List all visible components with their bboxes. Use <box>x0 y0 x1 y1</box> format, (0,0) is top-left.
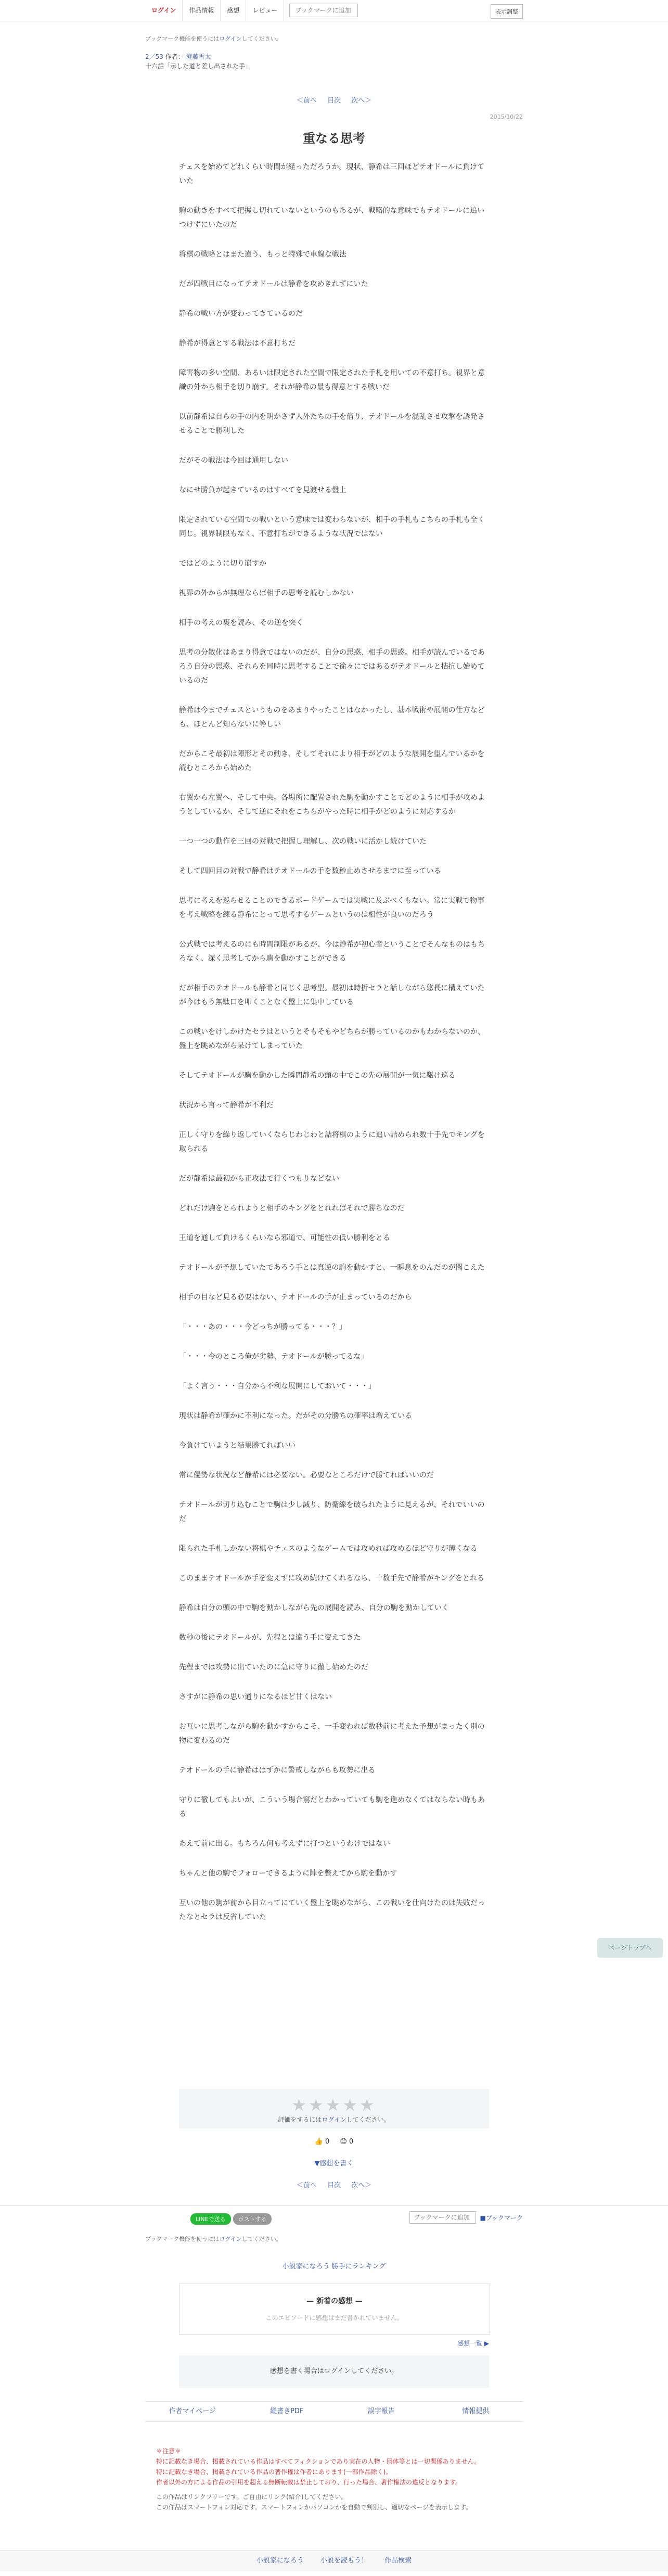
footer-links <box>145 2401 523 2422</box>
impressions-link[interactable]: 感想 <box>221 0 246 21</box>
prev-link[interactable]: ＜前へ <box>296 97 317 105</box>
line-share-button[interactable]: LINEで送る <box>190 2213 231 2225</box>
body-paragraph: 静希は自分の頭の中で駒を動かしながら先の展開を読み、自分の駒を動かしていく <box>179 1604 449 1612</box>
footer-nav-narou[interactable]: 小説家になろう <box>256 2557 304 2565</box>
body-paragraph: 限定されている空間での戦いという意味では変わらないが、相手の手札もこちらの手札も全く同じ。視界制限もなく、不意打ちができるような状況ではない <box>179 516 485 538</box>
vertical-pdf-link[interactable]: 縦書きPDF <box>270 2407 304 2415</box>
rating-pre: 評価をするには <box>278 2116 322 2123</box>
footer-nav <box>0 2550 668 2571</box>
body-paragraph: ではどのように切り崩すか <box>179 559 266 568</box>
typo-report-link[interactable]: 誤字報告 <box>367 2407 395 2415</box>
body-paragraph: 「・・・今のところ俺が劣勢、テオドールが勝ってるな」 <box>179 1353 368 1361</box>
pager-bottom <box>145 2179 523 2189</box>
body-paragraph: 静希が得意とする戦法は不意打ちだ <box>179 339 296 348</box>
impression-login-box: 感想を書く場合はログインしてください。 <box>179 2355 489 2388</box>
toc-link[interactable]: 目次 <box>327 97 341 105</box>
latest-impressions-title: — 新着の感想 — <box>306 2297 363 2305</box>
body-paragraph: 守りに徹してもよいが、こういう場合窮だとわかっていても駒を進めなくてはならない時もある <box>179 1796 485 1818</box>
latest-impressions-box <box>179 2284 490 2335</box>
rating-stars[interactable]: ★★★★★ <box>291 2095 377 2115</box>
latest-impressions-empty: このエピソードに感想はまだ書かれていません。 <box>265 2314 404 2322</box>
bookmark-button[interactable]: ■ブックマーク <box>480 2214 523 2222</box>
author-label: 作者： <box>165 53 184 60</box>
body-paragraph: だからこそ最初は陣形とその動き、そしてそれにより相手がどのような展開を望んでいるかを読むところから始めた <box>179 750 485 772</box>
body-paragraph: 右翼から左翼へ、そして中央。各場所に配置された駒を動かすことでどのように相手が攻めようとしているか、そして逆にそれをこちらがやった時に相手がどのように対応するか <box>179 794 485 816</box>
body-paragraph: どれだけ駒をとられようと相手のキングをとれればそれで勝ちなのだ <box>179 1204 405 1213</box>
body-paragraph: テオドールの手に静希ははずかに警戒しながらも攻勢に出る <box>179 1766 376 1775</box>
body-paragraph: あえて前に出る。もちろん何も考えずに打つというわけではない <box>179 1840 390 1848</box>
body-paragraph: 障害物の多い空間、あるいは限定された空間で限定された手札を用いての不意打ち。視界と意識の外から相手を切り崩す。それが静希の最も得意とする戦いだ <box>179 369 485 391</box>
body-paragraph: 静希は今までチェスというものをあまりやったことはなかったし、基本戦術や展開の仕方なども、ほとんど知らないに等しい <box>179 706 485 729</box>
body-paragraph: だが静希は最初から正攻法で行くつもりなどない <box>179 1175 339 1183</box>
body-paragraph: テオドールが切り込むことで駒は少し減り、防衛線を破られたように見えるが、それでいいのだ <box>179 1501 485 1523</box>
body-paragraph: 現状は静希が確かに不利になった。だがその分勝ちの確率は増えている <box>179 1412 412 1420</box>
body-paragraph: 将棋の戦略とはまた違う、もっと特殊で車線な戦法 <box>179 250 346 259</box>
body-paragraph: 思考の分散化はあまり得意ではないのだが、自分の思惑、相手の思惑。相手が読んでいるであろう自分の思惑、それらを同時に思考することで徐々にではあるがテオドールと拮抗し始めているのだ <box>179 648 485 685</box>
top-header <box>0 0 668 21</box>
body-paragraph: 静希の戦い方が変わってきているのだ <box>179 310 303 318</box>
body-paragraph: 数秒の後にテオドールが、先程とは違う手に変えてきた <box>179 1634 361 1642</box>
body-paragraph: 相手の考えの裏を読み、その逆を突く <box>179 619 303 627</box>
body-paragraph: 視界の外からが無理ならば相手の思考を読むしかない <box>179 589 354 597</box>
toc-link-bottom[interactable]: 目次 <box>327 2182 341 2189</box>
work-info-link[interactable]: 作品情報 <box>183 0 221 21</box>
body-paragraph: 「・・・あの・・・今どっちが勝ってる・・・？」 <box>179 1323 346 1331</box>
bookmark-input-bottom[interactable] <box>409 2211 476 2224</box>
author-mypage-link[interactable]: 作者マイページ <box>169 2407 216 2415</box>
body-paragraph: さすがに静希の思い通りになるほど甘くはない <box>179 1693 332 1701</box>
author-link[interactable]: 澄藤雪太 <box>186 53 211 60</box>
notice-text-end: してください。 <box>241 35 282 42</box>
body-paragraph: そしてテオドールが駒を動かした瞬間静希の頭の中でこの先の展開が一気に駆け巡る <box>179 1072 456 1080</box>
prev-link-bottom[interactable]: ＜前へ <box>296 2182 317 2189</box>
rating-box <box>179 2089 489 2128</box>
body-paragraph: 限られた手札しかない将棋やチェスのようなゲームでは攻めれば攻めるほど守りが薄くなる <box>179 1545 478 1553</box>
rating-message <box>179 2115 489 2124</box>
notice-text-end-2: してください。 <box>241 2236 282 2242</box>
body-paragraph: だがその戦法は今回は通用しない <box>179 456 288 465</box>
rating-login-link[interactable]: ログイン <box>322 2116 346 2123</box>
rating-post: してください。 <box>346 2116 390 2123</box>
login-link[interactable]: ログイン <box>145 0 183 21</box>
body-paragraph: 相手の目など見る必要はない、テオドールの手が止まっているのだから <box>179 1293 412 1302</box>
episode-body <box>179 160 489 1940</box>
display-settings-button[interactable]: 表示調整 <box>491 4 523 19</box>
body-paragraph: 一つ一つの動作を三回の対戦で把握し理解し、次の戦いに活かし続けていた <box>179 837 427 846</box>
notice-login-link[interactable]: ログイン <box>219 35 242 42</box>
review-link[interactable]: レビュー <box>246 0 284 21</box>
notice-line-1: 特に記載なき場合、掲載されている作品はすべてフィクションであり実在の人物・団体等とは一切関係ありません。 <box>156 2458 481 2465</box>
like-reaction[interactable]: 👍 0 <box>314 2138 330 2146</box>
info-provide-link[interactable]: 情報提供 <box>462 2407 490 2415</box>
bookmark-notice-bottom <box>145 2235 523 2243</box>
body-paragraph: 王道を通して負けるくらいなら邪道で、可能性の低い勝利をとる <box>179 1234 390 1242</box>
write-impression-link[interactable]: ▼感想を書く <box>314 2160 354 2167</box>
notice-head: ＊注意＊ <box>156 2447 182 2455</box>
body-paragraph: だが四戦目になってテオドールは静希を攻めきれずにいた <box>179 280 368 288</box>
notice-text-2: ブックマーク機能を使うには <box>145 2236 220 2242</box>
body-paragraph: チェスを始めてどれくらい時間が経っただろうか。現状、静希は三回ほどテオドールに負けていた <box>179 163 485 185</box>
body-paragraph: 状況から言って静希が不利だ <box>179 1101 274 1110</box>
body-paragraph: お互いに思考しながら駒を動かすからこそ、一手変われば数秒前に考えた予想がまったく別の物に変わるのだ <box>179 1723 485 1745</box>
body-paragraph: 思考に考えを巡らせることのできるボードゲームでは実戦に及ぶべくもない。常に実戦で物事を考え戦略を練る静希にとって思考するゲームというのは相性が良いのだろう <box>179 897 485 919</box>
bookmark-notice <box>145 34 523 43</box>
next-link[interactable]: 次へ＞ <box>351 97 372 105</box>
body-paragraph: 先程までは攻勢に出ていたのに急に守りに徹し始めたのだ <box>179 1663 368 1672</box>
body-paragraph: 今負けていようと結果勝てればいい <box>179 1442 296 1450</box>
smile-reaction[interactable]: 😊 0 <box>340 2138 354 2146</box>
episode-title: 重なる思考 <box>303 131 365 146</box>
body-paragraph: このままテオドールが手を変えずに攻め続けてくれるなら、十数手先で静希がキングをとれる <box>179 1574 485 1583</box>
series-info <box>145 52 523 71</box>
notice-line-4: この作品はリンクフリーです。ご自由にリンク(紹介)してください。 <box>156 2493 348 2501</box>
publish-date: 2015/10/22 <box>490 113 523 120</box>
next-link-bottom[interactable]: 次へ＞ <box>351 2182 372 2189</box>
body-paragraph: テオドールが予想していたであろう手とは真逆の駒を動かすと、一瞬息をのんだのが聞こえた <box>179 1264 485 1272</box>
all-impressions-link[interactable]: 感想一覧 ▶ <box>457 2340 489 2347</box>
twitter-share-button[interactable]: ポストする <box>233 2213 272 2225</box>
body-paragraph: この戦いをけしかけたセラはというとそもそもやどちらが勝っているのかもわからないのか、盤上を眺めながら呆けてしまっていた <box>179 1028 485 1050</box>
body-paragraph: 常に優勢な状況など静希には必要ない。必要なところだけで勝てればいいのだ <box>179 1471 434 1480</box>
body-paragraph: 駒の動きをすべて把握し切れていないというのもあるが、戦略的な意味でもテオドールに追いつけずにいたのだ <box>179 207 485 229</box>
bookmark-input[interactable] <box>289 4 358 17</box>
notice-line-2: 特に記載なき場合、掲載されている作品の著作権は作者にあります(一部作品除く)。 <box>156 2468 392 2476</box>
ranking-link[interactable]: 小説家になろう 勝手にランキング <box>282 2263 386 2271</box>
body-paragraph: なにせ勝負が起きているのはすべてを見渡せる盤上 <box>179 486 346 494</box>
pager-top <box>145 95 523 105</box>
body-paragraph: そして四回目の対戦で静希はテオドールの手を数秒止めさせるまでに至っている <box>179 867 441 875</box>
page-top-button[interactable]: ページトップへ <box>597 1938 663 1958</box>
notice-line-5: この作品はスマートフォン対応です。スマートフォンかパソコンかを自動で判別し、適切なページを表示します。 <box>156 2504 472 2511</box>
body-paragraph: 「よく言う・・・自分から不利な展開にしておいて・・・」 <box>179 1382 376 1391</box>
body-paragraph: だが相手のテオドールも静希と同じく思考型。最初は時折セラと話しながら悠長に構えていたが今はもう無駄口を叩くことなく盤上に集中している <box>179 984 485 1006</box>
chapter-title: 十六話「示した道と差し出された手」 <box>145 62 252 70</box>
body-paragraph: 正しく守りを繰り返していくならじわじわと詰将棋のように追い詰められ数十手先でキングを取られる <box>179 1131 485 1153</box>
body-paragraph: 以前静希は自らの手の内を明かさず人外たちの手を借り、テオドールを混乱させ攻撃を誘発させることで勝利した <box>179 413 485 435</box>
notice-text: ブックマーク機能を使うには <box>145 35 220 42</box>
share-bar <box>0 2205 668 2229</box>
reaction-bar <box>0 2138 668 2146</box>
body-paragraph: 公式戦では考えるのにも時間制限があるが、今は静希が初心者ということでそんなものはもちろなく、深く思考してから駒を動かすことができる <box>179 940 485 963</box>
footer-nav-yomou[interactable]: 小説を読もう！ <box>320 2557 368 2565</box>
body-paragraph: ちゃんと他の駒でフォローできるように陣を整えてから駒を動かす <box>179 1869 397 1878</box>
episode-count: 2／53 <box>145 53 163 60</box>
copyright-notice <box>156 2446 520 2513</box>
footer-nav-search[interactable]: 作品検索 <box>384 2557 412 2565</box>
notice-login-link-2[interactable]: ログイン <box>219 2236 242 2242</box>
body-paragraph: 互いの他の駒が前から目立ってにていく盤上を眺めながら、この戦いを仕向けたのは失敗だったなとセラは反省していた <box>179 1899 485 1921</box>
notice-line-3: 作者以外の方による作品の引用を超える無断転載は禁止しており、行った場合、著作権法の違反となります。 <box>156 2479 462 2486</box>
